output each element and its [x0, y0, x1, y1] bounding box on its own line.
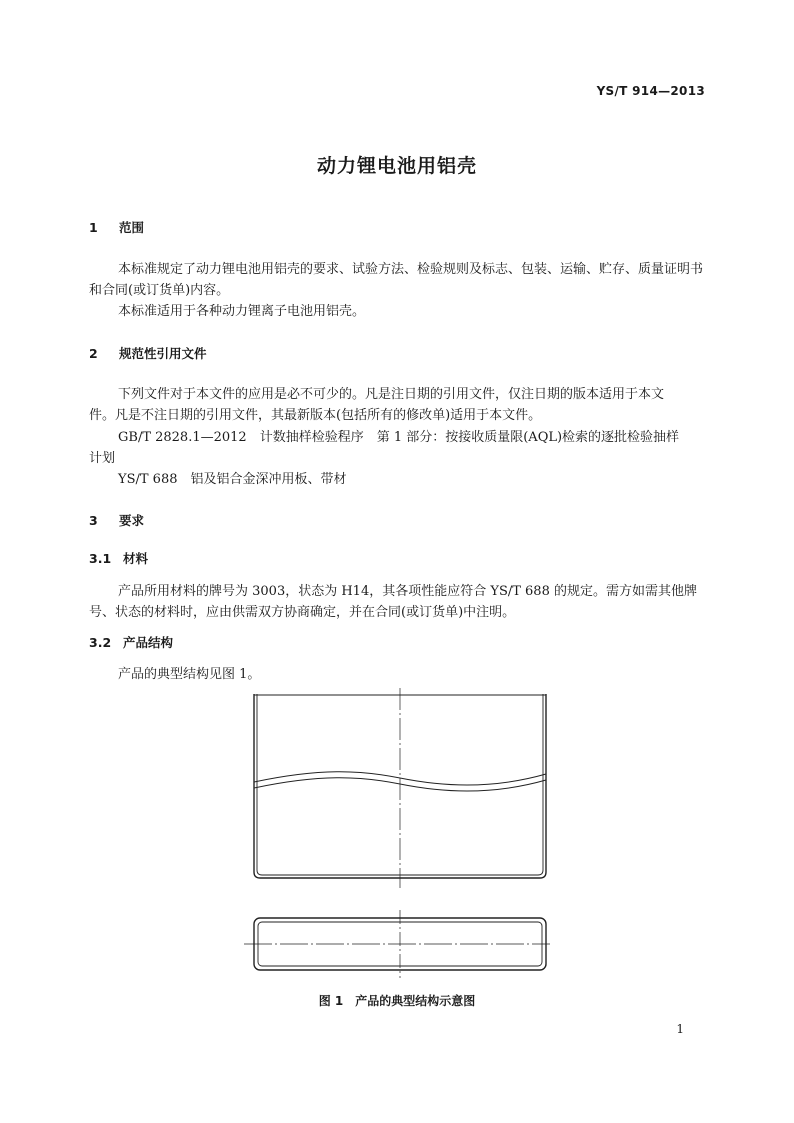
section-1-p1-line-2: 和合同(或订货单)内容。 — [89, 283, 230, 298]
section-3-2-heading — [89, 635, 173, 651]
section-3-number: 3 — [89, 513, 98, 528]
top-view — [244, 910, 550, 978]
section-3-1-number: 3.1 — [89, 551, 112, 566]
front-view — [254, 688, 546, 888]
section-1-paragraph-1 — [89, 259, 705, 301]
section-1-heading — [89, 220, 144, 236]
section-3-1-heading — [89, 551, 148, 567]
section-3-1-line-1: 产品所用材料的牌号为 3003，状态为 H14，其各项性能应符合 YS/T 688 的规定。需方如需其他牌 — [118, 584, 697, 599]
document-title: 动力锂电池用铝壳 — [316, 155, 477, 177]
section-2-p1-line-1: 下列文件对于本文件的应用是必不可少的。凡是注日期的引用文件，仅注日期的版本适用于本文 — [118, 387, 665, 402]
section-1-p1-line-1: 本标准规定了动力锂电池用铝壳的要求、试验方法、检验规则及标志、包装、运输、贮存、质量证明书 — [118, 262, 704, 277]
section-2-heading — [89, 346, 207, 362]
product-structure-figure — [240, 688, 560, 978]
standard-code: YS/T 914—2013 — [596, 84, 705, 98]
section-2-reference-1 — [89, 427, 705, 469]
section-3-2-paragraph — [89, 664, 705, 685]
section-3-1-line-2: 号、状态的材料时，应由供需双方协商确定，并在合同(或订货单)中注明。 — [89, 605, 516, 620]
section-1-title: 范围 — [119, 220, 145, 235]
section-2-paragraph-1 — [89, 384, 705, 426]
section-2-reference-2 — [89, 469, 705, 490]
section-1-number: 1 — [89, 220, 98, 235]
section-3-2-title: 产品结构 — [123, 635, 174, 650]
section-3-2-number: 3.2 — [89, 635, 112, 650]
section-2-ref2-line: YS/T 688 铝及铝合金深冲用板、带材 — [118, 472, 347, 487]
section-1-paragraph-2 — [89, 301, 705, 322]
section-2-ref1-line-1: GB/T 2828.1—2012 计数抽样检验程序 第 1 部分：按接收质量限(AQL)检索的逐批检验抽样 — [118, 430, 680, 445]
section-3-1-paragraph — [89, 581, 705, 623]
figure-caption: 图 1 产品的典型结构示意图 — [318, 994, 476, 1008]
section-2-number: 2 — [89, 346, 98, 361]
section-3-heading — [89, 513, 144, 529]
section-3-title: 要求 — [119, 513, 145, 528]
section-1-p2-line: 本标准适用于各种动力锂离子电池用铝壳。 — [118, 304, 366, 319]
section-2-p1-line-2: 件。凡是不注日期的引用文件，其最新版本(包括所有的修改单)适用于本文件。 — [89, 408, 542, 423]
page-number: 1 — [676, 1022, 684, 1036]
section-3-1-title: 材料 — [123, 551, 149, 566]
section-2-ref1-line-2: 计划 — [89, 451, 116, 466]
section-3-2-line: 产品的典型结构见图 1。 — [118, 667, 261, 682]
section-2-title: 规范性引用文件 — [119, 346, 207, 361]
